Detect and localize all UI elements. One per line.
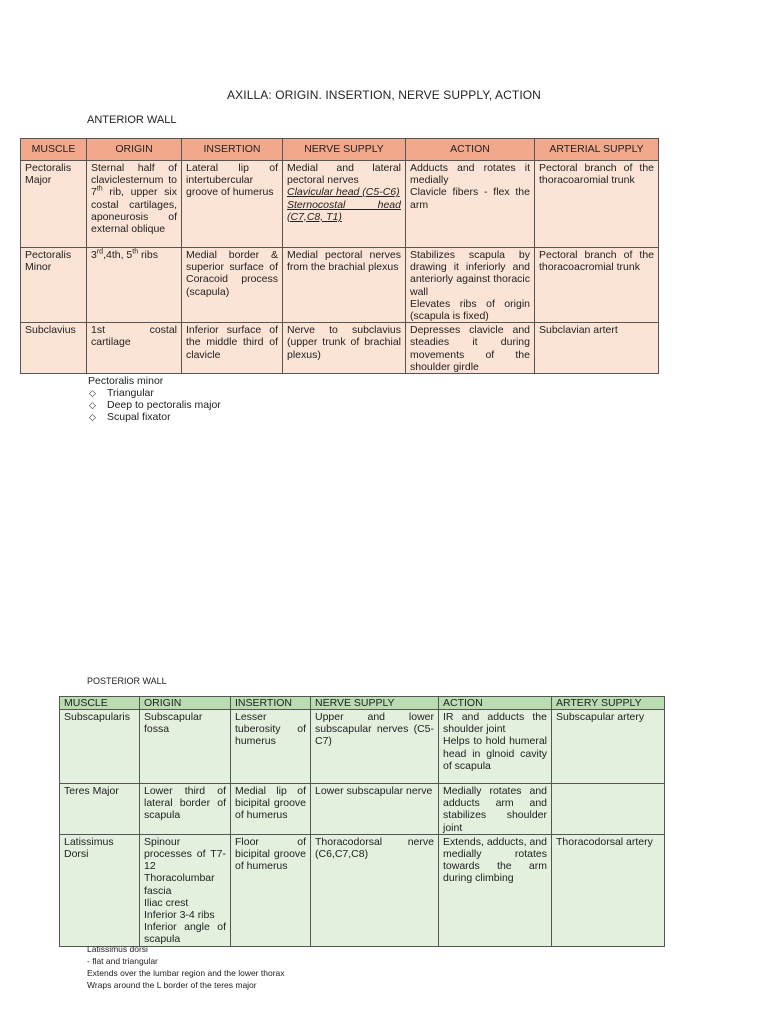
- muscle-cell: Subscapularis: [60, 710, 140, 784]
- diamond-bullet-icon: ◇: [89, 412, 96, 422]
- muscle-cell: Pectoralis Major: [21, 161, 87, 248]
- table-row: [60, 710, 665, 784]
- insertion-cell: Medial border & superior surface of Coracoid process (scapula): [182, 248, 283, 323]
- anterior-wall-table: [20, 138, 659, 374]
- header-origin: ORIGIN: [87, 139, 182, 161]
- action-cell: IR and adducts the shoulder joint Helps to hold humeral head in glnoid cavity of scapula: [439, 710, 552, 784]
- header-muscle: MUSCLE: [21, 139, 87, 161]
- list-item: ◇ Triangular: [89, 387, 154, 399]
- note-line: Wraps around the L border of the teres major: [87, 980, 257, 990]
- origin-cell: 1st costal cartilage: [87, 323, 182, 374]
- posterior-wall-heading: POSTERIOR WALL: [87, 676, 167, 686]
- insertion-cell: Inferior surface of the middle third of clavicle: [182, 323, 283, 374]
- nerve-cell: Upper and lower subscapular nerves (C5-C7): [311, 710, 439, 784]
- insertion-cell: Lesser tuberosity of humerus: [231, 710, 311, 784]
- header-origin: ORIGIN: [140, 697, 231, 710]
- header-arterial-supply: ARTERIAL SUPPLY: [535, 139, 659, 161]
- artery-cell: Subscapular artery: [552, 710, 665, 784]
- action-cell: Adducts and rotates it medially Clavicle fibers - flex the arm: [406, 161, 535, 248]
- header-action: ACTION: [439, 697, 552, 710]
- origin-cell: 3rd,4th, 5th ribs: [87, 248, 182, 323]
- header-artery-supply: ARTERY SUPPLY: [552, 697, 665, 710]
- action-cell: Extends, adducts, and medially rotates towards the arm during climbing: [439, 834, 552, 946]
- diamond-bullet-icon: ◇: [89, 400, 96, 410]
- list-item: ◇ Scupal fixator: [89, 411, 171, 423]
- header-nerve-supply: NERVE SUPPLY: [283, 139, 406, 161]
- document-title: AXILLA: ORIGIN. INSERTION, NERVE SUPPLY, ACTION: [227, 88, 541, 102]
- nerve-cell: Medial pectoral nerves from the brachial plexus: [283, 248, 406, 323]
- artery-cell: Pectoral branch of the thoracoaromial trunk: [535, 161, 659, 248]
- insertion-cell: Lateral lip of intertubercular groove of humerus: [182, 161, 283, 248]
- table-row: [21, 248, 659, 323]
- notes-heading: Pectoralis minor: [88, 375, 164, 387]
- origin-cell: Spinour processes of T7-12 Thoracolumbar fascia Iliac crest Inferior 3-4 ribs Inferior angle of scapula: [140, 834, 231, 946]
- artery-cell: [552, 784, 665, 835]
- muscle-cell: Teres Major: [60, 784, 140, 835]
- insertion-cell: Floor of bicipital groove of humerus: [231, 834, 311, 946]
- action-cell: Medially rotates and adducts arm and stabilizes shoulder joint: [439, 784, 552, 835]
- table-row: [21, 323, 659, 374]
- pectoralis-minor-notes: [88, 375, 221, 423]
- header-insertion: INSERTION: [182, 139, 283, 161]
- nerve-cell: Medial and lateral pectoral nerves Clavicular head (C5-C6) Sternocostal head (C7,C8, T1): [283, 161, 406, 248]
- table-row: [60, 834, 665, 946]
- nerve-cell: Thoracodorsal nerve (C6,C7,C8): [311, 834, 439, 946]
- artery-cell: Thoracodorsal artery: [552, 834, 665, 946]
- note-line: - flat and triangular: [87, 956, 158, 966]
- nerve-cell: Nerve to subclavius (upper trunk of brachial plexus): [283, 323, 406, 374]
- header-action: ACTION: [406, 139, 535, 161]
- artery-cell: Pectoral branch of the thoracoacromial trunk: [535, 248, 659, 323]
- anterior-wall-heading: ANTERIOR WALL: [87, 114, 177, 126]
- origin-cell: Sternal half of claviclesternum to 7th rib, upper six costal cartilages, aponeurosis of external oblique: [87, 161, 182, 248]
- latissimus-dorsi-notes: [87, 943, 285, 991]
- action-cell: Stabilizes scapula by drawing it inferiorly and anteriorly against thoracic wall Elevates ribs of origin (scapula is fixed): [406, 248, 535, 323]
- table-row: [60, 784, 665, 835]
- table-header-row: [21, 139, 659, 161]
- origin-cell: Lower third of lateral border of scapula: [140, 784, 231, 835]
- artery-cell: Subclavian artert: [535, 323, 659, 374]
- note-line: Extends over the lumbar region and the lower thorax: [87, 968, 285, 978]
- list-item: ◇ Deep to pectoralis major: [89, 399, 221, 411]
- action-cell: Depresses clavicle and steadies it during movements of the shoulder girdle: [406, 323, 535, 374]
- table-header-row: [60, 697, 665, 710]
- nerve-cell: Lower subscapular nerve: [311, 784, 439, 835]
- diamond-bullet-icon: ◇: [89, 388, 96, 398]
- muscle-cell: Latissimus Dorsi: [60, 834, 140, 946]
- notes-heading: Latissimus dorsi: [87, 944, 148, 954]
- posterior-wall-table: [59, 696, 665, 947]
- insertion-cell: Medial lip of bicipital groove of humerus: [231, 784, 311, 835]
- header-insertion: INSERTION: [231, 697, 311, 710]
- header-nerve-supply: NERVE SUPPLY: [311, 697, 439, 710]
- muscle-cell: Subclavius: [21, 323, 87, 374]
- table-row: [21, 161, 659, 248]
- header-muscle: MUSCLE: [60, 697, 140, 710]
- muscle-cell: Pectoralis Minor: [21, 248, 87, 323]
- origin-cell: Subscapular fossa: [140, 710, 231, 784]
